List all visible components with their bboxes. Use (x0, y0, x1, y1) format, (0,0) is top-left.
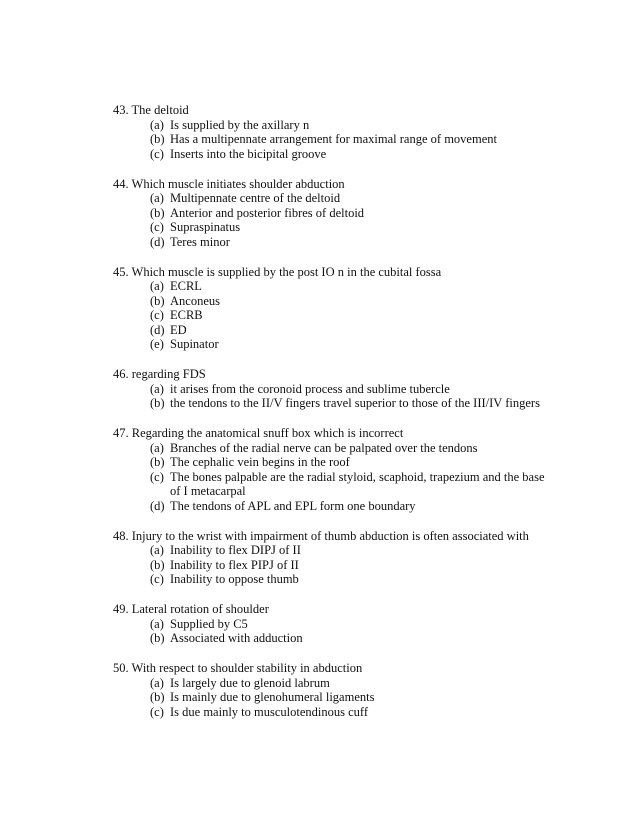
option-label: (d) (150, 234, 165, 249)
option-item (113, 235, 558, 250)
question-stem: 50. With respect to shoulder stability in abduction (113, 661, 363, 675)
option-item (113, 455, 558, 470)
question-45 (113, 265, 558, 352)
option-text: Supplied by C5 (170, 616, 248, 631)
option-item (113, 705, 558, 720)
option-label: (a) (150, 117, 164, 132)
option-text: Inability to flex DIPJ of II (170, 543, 301, 557)
option-label: (b) (150, 690, 165, 704)
option-label: (a) (150, 543, 164, 557)
option-text: Anterior and posterior fibres of deltoid (170, 205, 365, 220)
option-list (113, 279, 558, 352)
option-label: (c) (150, 146, 164, 161)
option-item (113, 308, 558, 323)
option-text: Is largely due to glenoid labrum (170, 675, 330, 690)
option-label: (b) (150, 557, 165, 572)
option-item (113, 543, 558, 558)
option-text: Supinator (170, 337, 219, 351)
option-text: ED (170, 322, 187, 337)
question-stem: 49. Lateral rotation of shoulder (113, 602, 269, 616)
option-item (113, 279, 558, 294)
option-label: (c) (150, 704, 164, 719)
option-item (113, 294, 558, 309)
option-text: it arises from the coronoid process and sublime tubercle (170, 381, 450, 396)
option-label: (b) (150, 455, 165, 469)
option-item (113, 191, 558, 206)
option-text: Anconeus (170, 293, 220, 308)
option-list (113, 441, 558, 514)
option-label: (d) (150, 322, 165, 337)
option-text: The bones palpable are the radial styloid, scaphoid, trapezium and the base of I metacarpal (170, 469, 545, 498)
option-label: (c) (150, 572, 164, 586)
question-50 (113, 661, 558, 719)
option-label: (a) (150, 675, 164, 690)
option-item (113, 690, 558, 705)
option-text: Associated with adduction (170, 631, 303, 645)
option-item (113, 396, 558, 411)
option-text: ECRB (170, 308, 203, 322)
option-item (113, 206, 558, 221)
option-label: (d) (150, 498, 165, 513)
question-stem: 48. Injury to the wrist with impairment of thumb abduction is often associated with (113, 528, 529, 543)
option-item (113, 676, 558, 691)
option-item (113, 499, 558, 514)
option-text: The cephalic vein begins in the roof (170, 455, 350, 469)
option-item (113, 572, 558, 587)
option-label: (b) (150, 396, 165, 410)
option-text: Is due mainly to musculotendinous cuff (170, 704, 369, 719)
option-item (113, 132, 558, 147)
question-47 (113, 426, 558, 513)
question-stem: 45. Which muscle is supplied by the post IO n in the cubital fossa (113, 264, 442, 279)
option-item (113, 382, 558, 397)
option-text: Teres minor (170, 234, 230, 249)
option-item (113, 147, 558, 162)
option-text: Inserts into the bicipital groove (170, 146, 327, 161)
option-list (113, 191, 558, 249)
option-text: the tendons to the II/V fingers travel superior to those of the III/IV fingers (170, 396, 540, 410)
option-label: (a) (150, 616, 164, 631)
question-46 (113, 367, 558, 411)
option-label: (a) (150, 191, 164, 205)
option-text: Multipennate centre of the deltoid (170, 191, 341, 205)
option-label: (c) (150, 308, 164, 322)
option-text: Branches of the radial nerve can be palpated over the tendons (170, 440, 478, 455)
question-stem: 46. regarding FDS (113, 367, 206, 381)
option-item (113, 441, 558, 456)
option-item (113, 617, 558, 632)
option-text: ECRL (170, 279, 202, 293)
option-label: (b) (150, 205, 165, 220)
option-text: Has a multipennate arrangement for maximal range of movement (170, 132, 497, 146)
option-label: (a) (150, 279, 164, 293)
option-label: (b) (150, 132, 165, 146)
option-list (113, 118, 558, 162)
question-stem: 44. Which muscle initiates shoulder abduction (113, 176, 345, 191)
option-label: (b) (150, 293, 165, 308)
question-49 (113, 602, 558, 646)
option-text: Supraspinatus (170, 220, 241, 234)
question-44 (113, 177, 558, 250)
option-text: Is mainly due to glenohumeral ligaments (170, 690, 375, 704)
option-item (113, 558, 558, 573)
option-text: Inability to oppose thumb (170, 572, 299, 586)
option-item (113, 118, 558, 133)
option-label: (a) (150, 381, 164, 396)
option-label: (c) (150, 469, 164, 484)
question-stem: 47. Regarding the anatomical snuff box which is incorrect (113, 426, 404, 440)
question-43 (113, 103, 558, 161)
option-list (113, 543, 558, 587)
option-item (113, 337, 558, 352)
option-text: Inability to flex PIPJ of II (170, 557, 299, 572)
option-label: (e) (150, 337, 164, 351)
option-list (113, 382, 558, 411)
option-text: The tendons of APL and EPL form one boundary (170, 498, 416, 513)
option-list (113, 676, 558, 720)
question-stem: 43. The deltoid (113, 103, 189, 117)
option-label: (b) (150, 631, 165, 645)
option-list (113, 617, 558, 646)
option-item (113, 220, 558, 235)
option-label: (c) (150, 220, 164, 234)
option-item (113, 631, 558, 646)
option-text: Is supplied by the axillary n (170, 117, 310, 132)
option-item (113, 470, 558, 499)
option-item (113, 323, 558, 338)
question-48 (113, 529, 558, 587)
option-label: (a) (150, 440, 164, 455)
